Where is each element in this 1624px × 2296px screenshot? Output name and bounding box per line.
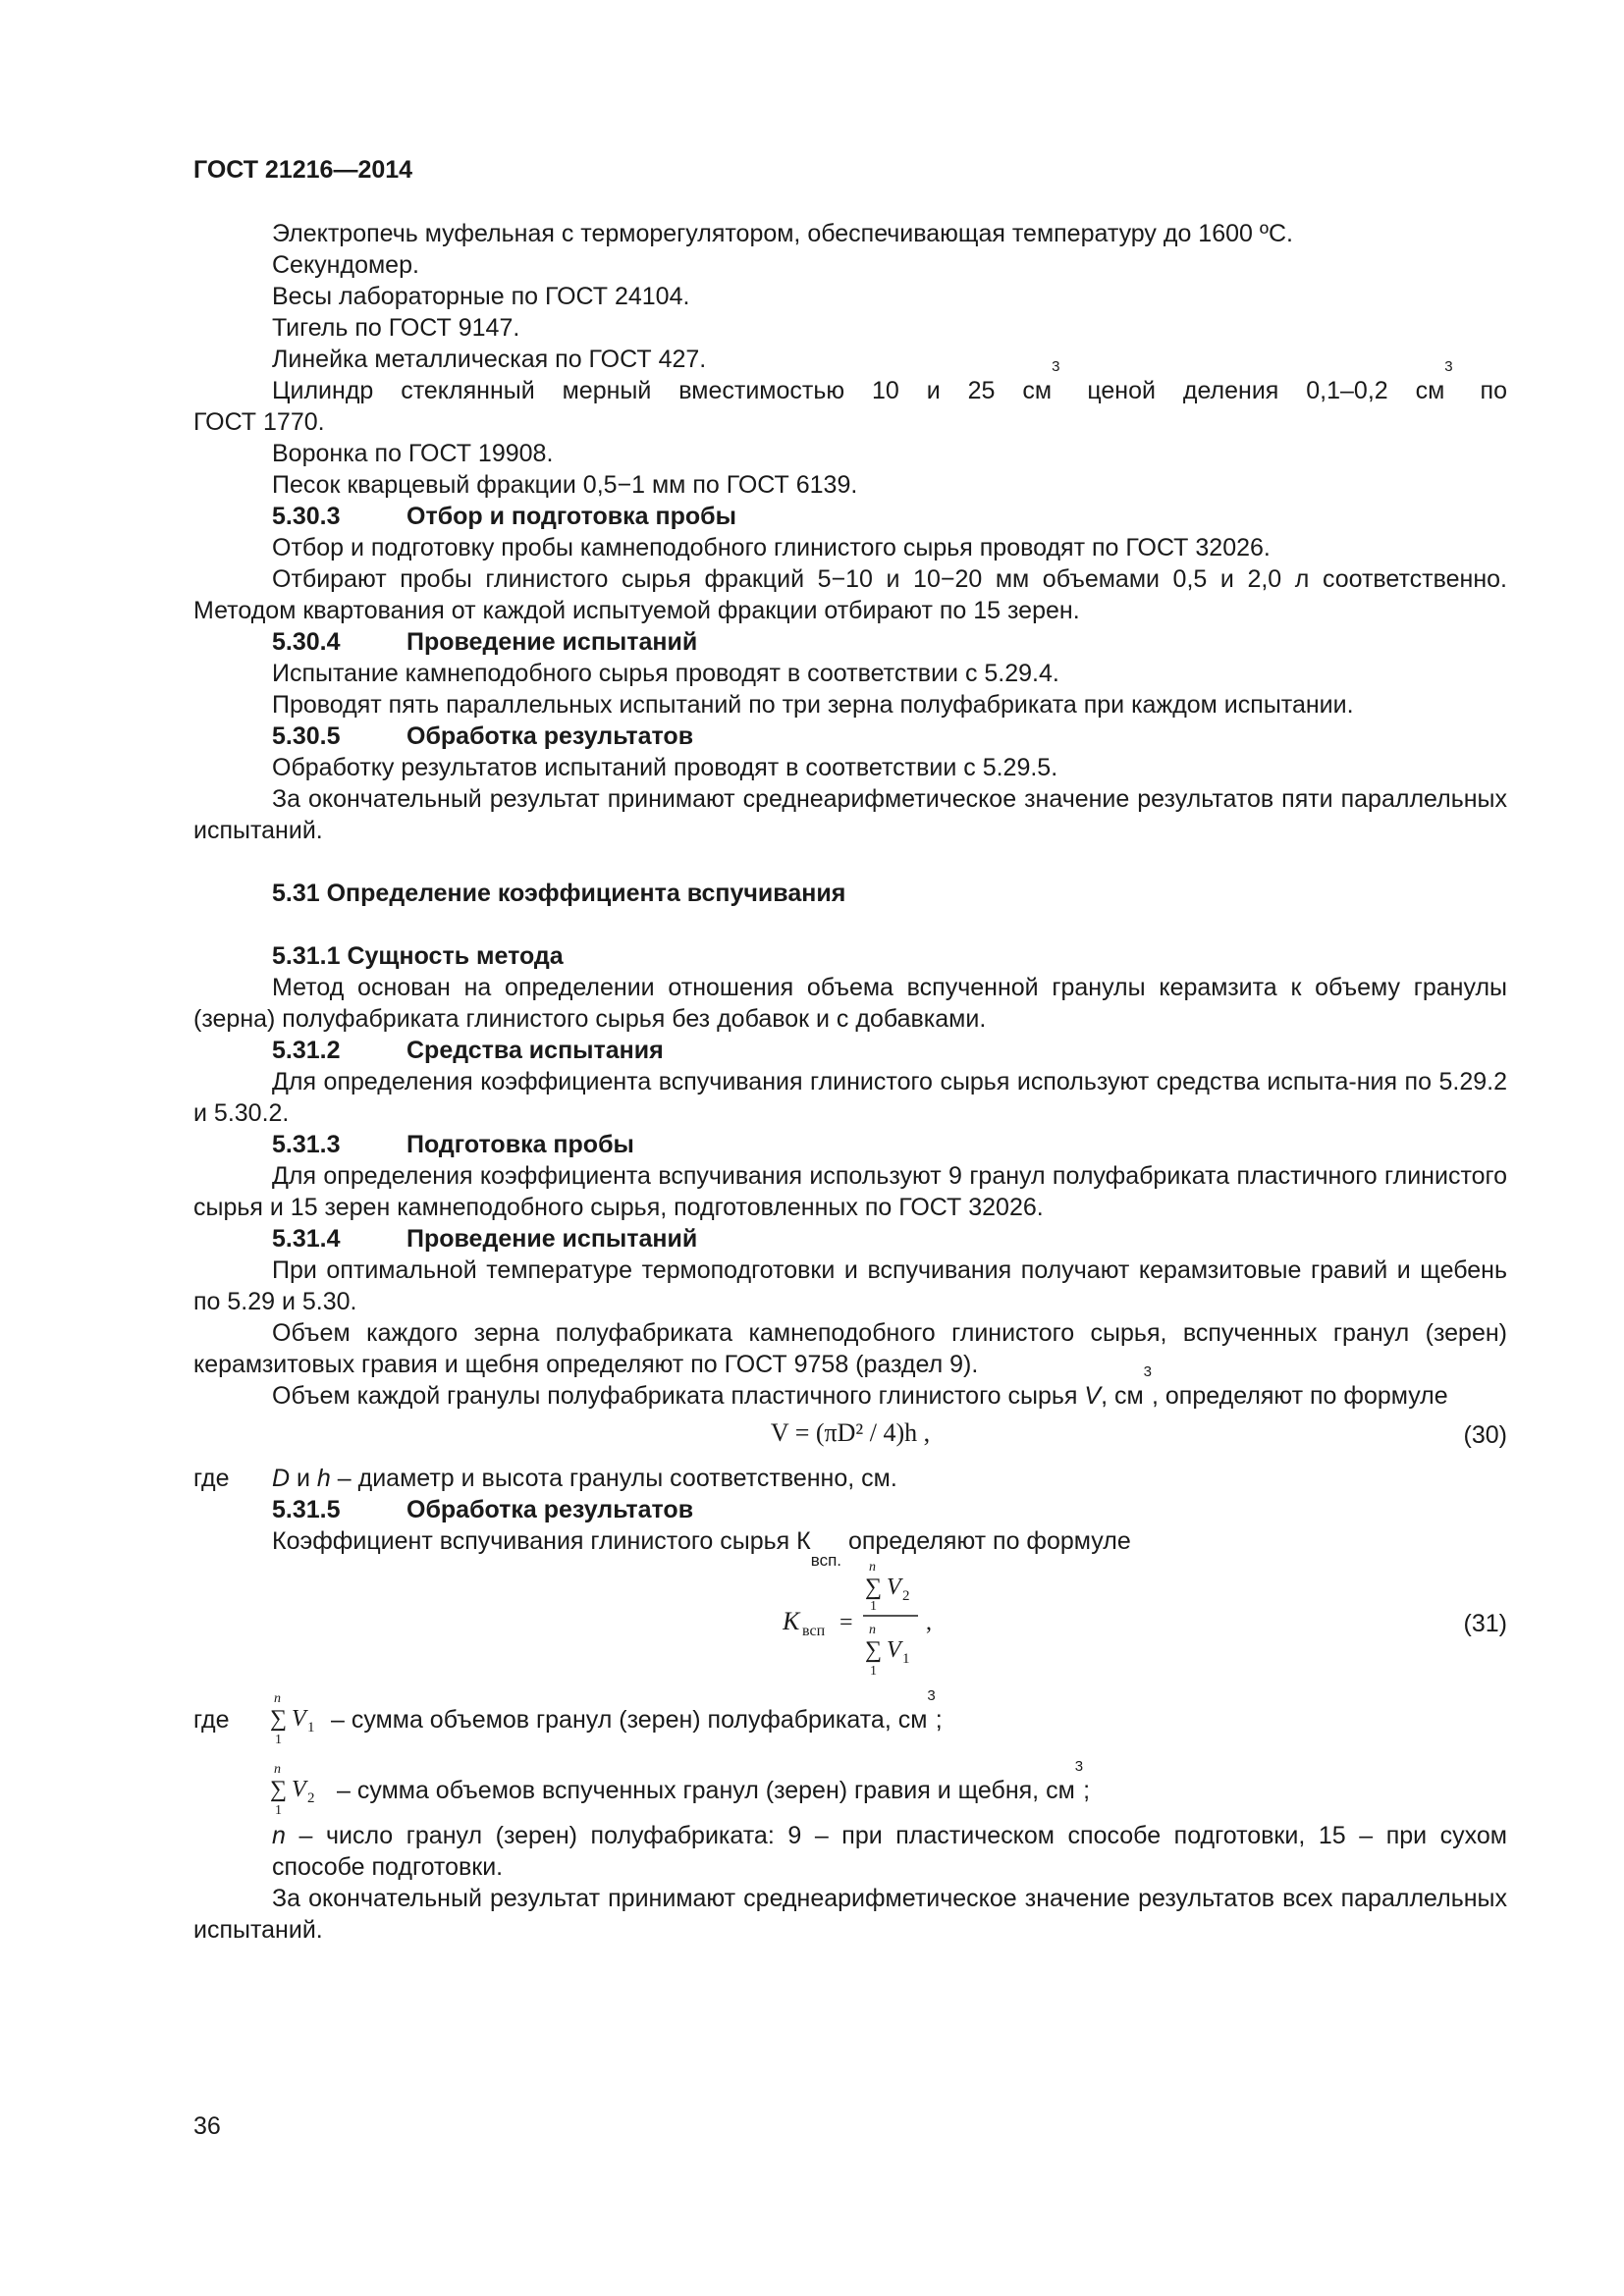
where-clause xyxy=(193,1758,1507,1820)
svg-text:V: V xyxy=(292,1777,306,1802)
paragraph: Для определения коэффициента вспучивания глинистого сырья используют средства испыта-ния по 5.29.2 и 5.30.2. xyxy=(193,1068,1507,1127)
paragraph: За окончательный результат принимают среднеарифметическое значение результатов всех параллельных испытаний. xyxy=(193,1885,1507,1944)
paragraph: При оптимальной температуре термоподготовки и вспучивания получают керамзитовые гравий и щебень по 5.29 и 5.30. xyxy=(193,1256,1507,1315)
paragraph: Отбор и подготовку пробы камнеподобного глинистого сырья проводят по ГОСТ 32026. xyxy=(272,534,1271,561)
svg-text:V: V xyxy=(887,1575,901,1600)
svg-text:∑: ∑ xyxy=(270,1706,288,1732)
document-header: ГОСТ 21216—2014 xyxy=(193,156,413,184)
svg-text:всп: всп xyxy=(802,1623,826,1639)
section-heading: 5.31.2 Средства испытания xyxy=(272,1037,664,1064)
formula-expression: V = (πD² / 4)h , xyxy=(770,1418,931,1447)
paragraph: Объем каждой гранулы полуфабриката пластичного глинистого сырья V, $см^3$, определяют по формуле xyxy=(272,1363,1448,1410)
section-heading: 5.31.1 Сущность метода xyxy=(272,942,564,970)
svg-text:1: 1 xyxy=(902,1651,910,1667)
svg-text:n: n xyxy=(274,1762,281,1777)
paragraph: Метод основан на определении отношения объема вспученной гранулы керамзита к объему гранулы (зерна) полуфабриката глинистого сырья без добавок и с добавками. xyxy=(193,974,1507,1033)
svg-text:1: 1 xyxy=(870,1664,877,1679)
formula-31 xyxy=(193,1559,1507,1690)
paragraph: Обработку результатов испытаний проводят в соответствии с 5.29.5. xyxy=(272,754,1058,781)
paragraph: Цилиндр стеклянный мерный вместимостью 10 и 25 $см^3$ ценой деления 0,1–0,2 $см^3$ по xyxy=(272,358,1507,404)
svg-text:2: 2 xyxy=(902,1588,910,1604)
paragraph: ГОСТ 1770. xyxy=(193,408,325,436)
paragraph: Линейка металлическая по ГОСТ 427. xyxy=(272,346,707,373)
svg-text:V: V xyxy=(292,1706,306,1732)
section-heading: 5.30.4 Проведение испытаний xyxy=(272,628,698,656)
paragraph: Песок кварцевый фракции 0,5−1 мм по ГОСТ 6139. xyxy=(272,471,858,499)
page-number: 36 xyxy=(193,2112,221,2140)
where-text: – сумма объемов гранул (зерен) полуфабриката, $см^3$; xyxy=(331,1687,943,1734)
section-heading: 5.30.5 Обработка результатов xyxy=(272,722,694,750)
equation-number: (30) xyxy=(1463,1421,1507,1449)
paragraph: Отбирают пробы глинистого сырья фракций 5−10 и 10−20 мм объемами 0,5 и 2,0 л соответственно. Методом квартования от каждой испытуемой фракции отбирают по 15 зерен. xyxy=(193,565,1507,624)
svg-text:=: = xyxy=(839,1610,853,1635)
equation-number: (31) xyxy=(1463,1610,1507,1637)
svg-text:,: , xyxy=(926,1610,932,1635)
formula-30 xyxy=(193,1412,1507,1463)
section-heading: 5.31.4 Проведение испытаний xyxy=(272,1225,698,1253)
paragraph: За окончательный результат принимают среднеарифметическое значение результатов пяти параллельных испытаний. xyxy=(193,785,1507,844)
svg-text:V: V xyxy=(887,1637,901,1663)
paragraph: Коэффициент вспучивания глинистого сырья $К_{всп.}$ определяют по формуле xyxy=(272,1527,1131,1570)
svg-text:1: 1 xyxy=(870,1599,877,1614)
paragraph: Воронка по ГОСТ 19908. xyxy=(272,440,554,467)
paragraph: Для определения коэффициента вспучивания используют 9 гранул полуфабриката пластичного глинистого сырья и 15 зерен камнеподобного сырья, подготовленных по ГОСТ 32026. xyxy=(193,1162,1507,1221)
svg-text:1: 1 xyxy=(275,1733,282,1747)
paragraph: Секундомер. xyxy=(272,251,419,279)
where-text: – сумма объемов вспученных гранул (зерен) гравия и щебня, $см^3$; xyxy=(337,1758,1091,1804)
section-heading: 5.31.5 Обработка результатов xyxy=(272,1496,694,1523)
where-text: n – число гранул (зерен) полуфабриката: 9 – при пластическом способе подготовки, 15 – при сухом способе подготовки. xyxy=(272,1822,1507,1881)
svg-text:2: 2 xyxy=(307,1790,315,1806)
svg-text:n: n xyxy=(274,1691,281,1706)
where-clause: где D и h – диаметр и высота гранулы соответственно, см. xyxy=(193,1465,897,1492)
sum-v1-symbol xyxy=(270,1690,319,1749)
paragraph: Объем каждого зерна полуфабриката камнеподобного глинистого сырья, вспученных гранул (зерен) керамзитовых гравия и щебня определяют по ГОСТ 9758 (раздел 9). xyxy=(193,1319,1507,1378)
section-heading: 5.30.3 Отбор и подготовка пробы xyxy=(272,503,736,530)
paragraph: Тигель по ГОСТ 9147. xyxy=(272,314,520,342)
svg-text:n: n xyxy=(869,1623,876,1637)
svg-text:n: n xyxy=(869,1560,876,1575)
section-heading: 5.31 Определение коэффициента вспучивания xyxy=(272,880,846,907)
svg-text:∑: ∑ xyxy=(865,1575,883,1600)
section-heading: 5.31.3 Подготовка пробы xyxy=(272,1131,634,1158)
paragraph: Весы лабораторные по ГОСТ 24104. xyxy=(272,283,690,310)
formula-fraction xyxy=(783,1559,1018,1690)
svg-text:1: 1 xyxy=(275,1803,282,1818)
sum-v2-symbol xyxy=(270,1761,319,1820)
svg-text:K: K xyxy=(783,1607,800,1635)
svg-text:1: 1 xyxy=(307,1720,315,1735)
svg-text:∑: ∑ xyxy=(270,1777,288,1802)
svg-text:∑: ∑ xyxy=(865,1637,883,1663)
paragraph: Проводят пять параллельных испытаний по три зерна полуфабриката при каждом испытании. xyxy=(272,691,1354,719)
where-clause: где n ∑ V 1 1 – сумма объемов гранул (зерен) полуфабриката, $см^3$; xyxy=(193,1687,943,1747)
document-body xyxy=(193,218,1507,1946)
paragraph: Испытание камнеподобного сырья проводят в соответствии с 5.29.4. xyxy=(272,660,1059,687)
paragraph: Электропечь муфельная с терморегулятором, обеспечивающая температуру до 1600 ºС. xyxy=(272,220,1293,247)
